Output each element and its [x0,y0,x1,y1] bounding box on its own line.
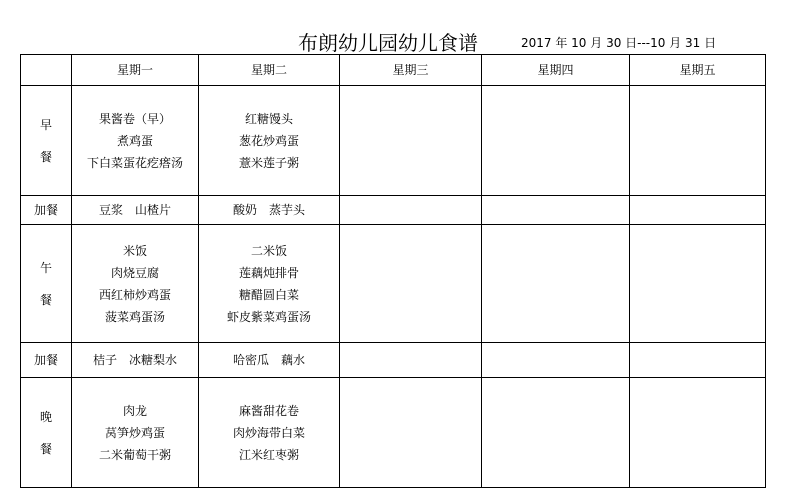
menu-item: 煮鸡蛋 [116,133,153,148]
breakfast-mon [72,86,199,196]
breakfast-tue [199,86,340,196]
day-header-tue: 星期二 [199,55,340,86]
dinner-label-char-1: 晚 [39,409,52,424]
menu-item: 二米饭 [250,243,287,258]
lunch-tue [199,225,340,343]
snack-am-thu [482,196,630,225]
breakfast-wed [340,86,482,196]
snack-am-mon: 豆浆 山楂片 [72,196,199,225]
menu-item: 莴笋炒鸡蛋 [104,425,165,440]
menu-table [20,54,766,488]
dinner-label-char-2: 餐 [39,441,52,456]
lunch-wed [340,225,482,343]
lunch-label [21,225,72,343]
dinner-mon [72,378,199,488]
breakfast-label [21,86,72,196]
dinner-fri [630,378,766,488]
menu-item: 西红柿炒鸡蛋 [98,287,171,302]
menu-item: 肉炒海带白菜 [232,425,305,440]
snack-am-label: 加餐 [21,196,72,225]
dinner-label [21,378,72,488]
menu-item: 红糖馒头 [244,111,293,126]
snack-pm-tue: 哈密瓜 藕水 [199,343,340,378]
menu-item: 薏米莲子粥 [238,155,299,170]
snack-pm-thu [482,343,630,378]
menu-item: 肉龙 [122,403,147,418]
dinner-tue [199,378,340,488]
day-header-wed: 星期三 [340,55,482,86]
page-title: 布朗幼儿园幼儿食谱 [298,31,478,55]
lunch-mon [72,225,199,343]
snack-am-tue: 酸奶 蒸芋头 [199,196,340,225]
breakfast-thu [482,86,630,196]
menu-item: 麻酱甜花卷 [238,403,299,418]
day-header-mon: 星期一 [72,55,199,86]
lunch-fri [630,225,766,343]
menu-item: 下白菜蛋花疙瘩汤 [86,155,183,170]
lunch-row [21,225,766,343]
day-header-thu: 星期四 [482,55,630,86]
menu-item: 肉烧豆腐 [110,265,159,280]
breakfast-fri [630,86,766,196]
breakfast-label-char-1: 早 [39,117,52,132]
menu-item: 虾皮紫菜鸡蛋汤 [226,309,311,324]
snack-pm-label: 加餐 [21,343,72,378]
snack-am-row [21,196,766,225]
menu-item: 二米葡萄干粥 [98,447,171,462]
dinner-wed [340,378,482,488]
day-header-fri: 星期五 [630,55,766,86]
snack-pm-mon: 桔子 冰糖梨水 [72,343,199,378]
menu-item: 果酱卷（早） [98,111,171,126]
menu-item: 菠菜鸡蛋汤 [104,309,165,324]
snack-pm-row [21,343,766,378]
breakfast-row [21,86,766,196]
dinner-row [21,378,766,488]
header-row [21,55,766,86]
menu-item: 葱花炒鸡蛋 [238,133,299,148]
menu-item: 莲藕炖排骨 [238,265,299,280]
breakfast-label-char-2: 餐 [39,149,52,164]
menu-item: 江米红枣粥 [238,447,299,462]
snack-am-wed [340,196,482,225]
menu-item: 糖醋圆白菜 [238,287,299,302]
lunch-label-char-2: 餐 [39,292,52,307]
menu-item: 米饭 [122,243,147,258]
lunch-thu [482,225,630,343]
dinner-thu [482,378,630,488]
snack-pm-wed [340,343,482,378]
lunch-label-char-1: 午 [39,260,52,275]
snack-am-fri [630,196,766,225]
snack-pm-fri [630,343,766,378]
corner-cell [21,55,72,86]
date-range: 2017 年 10 月 30 日---10 月 31 日 [521,36,717,50]
